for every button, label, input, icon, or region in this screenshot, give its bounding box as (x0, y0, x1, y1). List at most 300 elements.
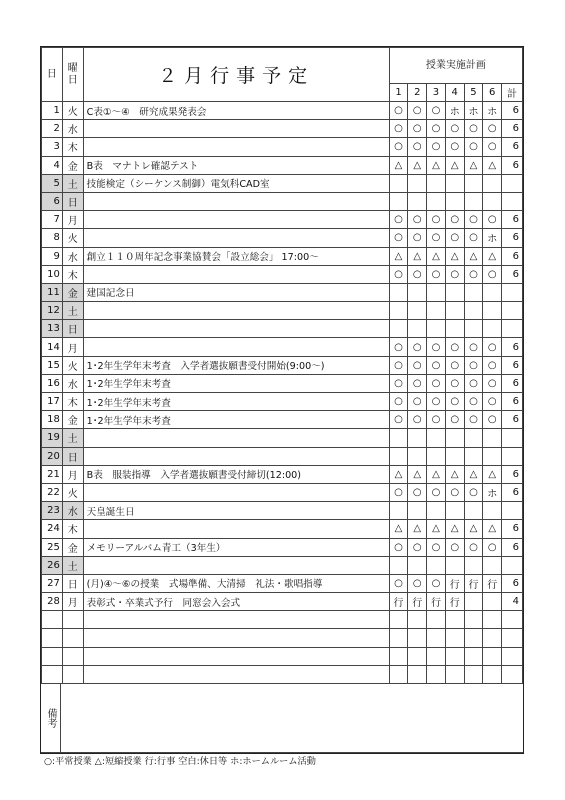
event-text (83, 138, 389, 156)
period-mark: △ (389, 465, 408, 483)
period-mark: ○ (483, 120, 502, 138)
period-mark: ○ (389, 574, 408, 592)
period-mark: △ (427, 465, 446, 483)
period-mark: ○ (408, 374, 427, 392)
period-mark: ○ (427, 120, 446, 138)
schedule-row (42, 520, 523, 538)
period-mark: △ (427, 156, 446, 174)
period-mark (408, 174, 427, 192)
event-text (83, 192, 389, 210)
period-mark (445, 174, 464, 192)
period-mark: ○ (427, 229, 446, 247)
period-mark: △ (483, 520, 502, 538)
weekday: 土 (62, 302, 83, 320)
period-mark: △ (445, 156, 464, 174)
weekday: 日 (62, 574, 83, 592)
period-mark: ○ (389, 411, 408, 429)
period-mark: △ (408, 247, 427, 265)
event-text (83, 265, 389, 283)
schedule-sheet (40, 46, 524, 767)
period-mark (408, 502, 427, 520)
period-mark: ○ (483, 374, 502, 392)
period-total: 6 (502, 120, 523, 138)
schedule-row (42, 411, 523, 429)
period-mark (464, 320, 483, 338)
period-mark (464, 429, 483, 447)
blank-cell (483, 647, 502, 665)
period-mark: ○ (389, 265, 408, 283)
period-mark: ○ (389, 356, 408, 374)
legend: ○:平常授業 △:短縮授業 行:行事 空白:休日等 ホ:ホームルーム活動 (41, 752, 523, 771)
period-mark: △ (408, 156, 427, 174)
schedule-row (42, 192, 523, 210)
event-text (83, 556, 389, 574)
period-total: 6 (502, 338, 523, 356)
period-mark: ○ (427, 574, 446, 592)
period-total: 6 (502, 483, 523, 501)
weekday: 土 (62, 174, 83, 192)
period-mark: 行 (427, 593, 446, 611)
period-mark: ○ (445, 538, 464, 556)
period-total (502, 556, 523, 574)
schedule-row (42, 229, 523, 247)
period-mark (389, 429, 408, 447)
blank-cell (42, 611, 63, 629)
period-total: 6 (502, 138, 523, 156)
blank-cell (502, 647, 523, 665)
period-mark: ○ (427, 356, 446, 374)
period-mark: ○ (408, 265, 427, 283)
weekday: 木 (62, 393, 83, 411)
event-text: (月)④～⑥の授業 式場準備、大清掃 礼法・歌唱指導 (83, 574, 389, 592)
remarks-label: 備考 (41, 684, 61, 752)
weekday: 月 (62, 593, 83, 611)
day-number: 3 (42, 138, 63, 156)
schedule-row (42, 393, 523, 411)
period-mark: 行 (483, 574, 502, 592)
period-total (502, 302, 523, 320)
blank-cell (502, 665, 523, 683)
period-mark (464, 283, 483, 301)
period-mark (483, 320, 502, 338)
period-mark (483, 302, 502, 320)
schedule-row (42, 102, 523, 120)
event-text: 技能検定（シーケンス制御）電気科CAD室 (83, 174, 389, 192)
schedule-row (42, 593, 523, 611)
schedule-row (42, 502, 523, 520)
period-mark: ○ (464, 411, 483, 429)
period-mark: ○ (464, 338, 483, 356)
event-text (83, 120, 389, 138)
event-text (83, 211, 389, 229)
period-mark: ○ (427, 265, 446, 283)
period-mark (408, 320, 427, 338)
blank-cell (83, 665, 389, 683)
period-total: 6 (502, 520, 523, 538)
period-mark (483, 429, 502, 447)
period-mark: ○ (464, 211, 483, 229)
period-mark: ○ (483, 356, 502, 374)
period-mark: ○ (464, 393, 483, 411)
event-text: 1･2年生学年末考査 (83, 411, 389, 429)
period-mark: ○ (483, 211, 502, 229)
blank-cell (42, 665, 63, 683)
period-mark (427, 502, 446, 520)
blank-cell (83, 611, 389, 629)
period-mark (427, 192, 446, 210)
period-total: 6 (502, 102, 523, 120)
period-mark (445, 502, 464, 520)
period-mark (483, 283, 502, 301)
period-mark: 行 (464, 574, 483, 592)
schedule-row (42, 120, 523, 138)
period-mark: ホ (464, 102, 483, 120)
event-text: 表彰式・卒業式予行 同窓会入会式 (83, 593, 389, 611)
day-number: 27 (42, 574, 63, 592)
period-total (502, 192, 523, 210)
period-mark: △ (464, 156, 483, 174)
day-number: 18 (42, 411, 63, 429)
day-number: 16 (42, 374, 63, 392)
blank-cell (62, 665, 83, 683)
blank-cell (408, 647, 427, 665)
period-total: 6 (502, 538, 523, 556)
period-mark: △ (483, 465, 502, 483)
period-mark: ○ (445, 393, 464, 411)
period-mark: △ (427, 247, 446, 265)
period-mark: ○ (483, 338, 502, 356)
blank-cell (62, 611, 83, 629)
event-text (83, 338, 389, 356)
day-number: 17 (42, 393, 63, 411)
schedule-row (42, 320, 523, 338)
period-mark: 行 (445, 574, 464, 592)
period-mark: ○ (408, 393, 427, 411)
weekday: 火 (62, 102, 83, 120)
period-mark (389, 320, 408, 338)
event-text (83, 429, 389, 447)
schedule-row (42, 538, 523, 556)
period-mark: ○ (408, 211, 427, 229)
blank-cell (445, 665, 464, 683)
day-column-header: 日 (42, 48, 63, 102)
weekday-column-header: 曜日 (62, 48, 83, 102)
weekday: 日 (62, 192, 83, 210)
blank-cell (389, 629, 408, 647)
period-mark (389, 447, 408, 465)
event-text: 1･2年生学年末考査 (83, 374, 389, 392)
period-mark: ○ (427, 538, 446, 556)
period-mark: ○ (464, 356, 483, 374)
period-mark: ○ (408, 229, 427, 247)
blank-row (42, 647, 523, 665)
period-mark: ○ (483, 411, 502, 429)
period-mark (427, 283, 446, 301)
period-mark (483, 174, 502, 192)
period-mark: ○ (408, 483, 427, 501)
period-mark: △ (464, 465, 483, 483)
weekday: 水 (62, 120, 83, 138)
schedule-row (42, 574, 523, 592)
period-mark (483, 556, 502, 574)
period-mark (464, 447, 483, 465)
blank-cell (445, 611, 464, 629)
period-mark (445, 192, 464, 210)
period-mark (464, 593, 483, 611)
event-text: 創立１１０周年記念事業協賛会「設立総会」 17:00～ (83, 247, 389, 265)
weekday: 木 (62, 520, 83, 538)
period-mark: ○ (464, 483, 483, 501)
period-mark: ○ (445, 374, 464, 392)
period-mark (427, 320, 446, 338)
period-mark (445, 447, 464, 465)
period-mark: △ (464, 247, 483, 265)
blank-cell (408, 629, 427, 647)
period-mark (483, 192, 502, 210)
blank-row (42, 629, 523, 647)
period-mark (427, 302, 446, 320)
period-mark: △ (483, 247, 502, 265)
blank-row (42, 665, 523, 683)
schedule-row (42, 265, 523, 283)
period-mark: ○ (389, 374, 408, 392)
blank-cell (464, 629, 483, 647)
blank-cell (483, 665, 502, 683)
period-total (502, 174, 523, 192)
period-mark (408, 429, 427, 447)
period-total: 6 (502, 356, 523, 374)
period-mark: ○ (389, 120, 408, 138)
period-total: 6 (502, 411, 523, 429)
blank-cell (42, 629, 63, 647)
event-text: B表 マナトレ確認テスト (83, 156, 389, 174)
period-mark (427, 174, 446, 192)
weekday: 火 (62, 356, 83, 374)
period-mark: ○ (427, 338, 446, 356)
day-number: 23 (42, 502, 63, 520)
period-mark: ○ (445, 120, 464, 138)
period-mark (464, 302, 483, 320)
event-text (83, 302, 389, 320)
period-header: 4 (445, 84, 464, 102)
weekday: 火 (62, 229, 83, 247)
period-mark: ホ (483, 102, 502, 120)
weekday: 水 (62, 502, 83, 520)
schedule-row (42, 356, 523, 374)
period-mark: △ (408, 520, 427, 538)
schedule-table (41, 47, 523, 684)
period-header: 5 (464, 84, 483, 102)
period-mark: 行 (389, 593, 408, 611)
blank-cell (427, 629, 446, 647)
day-number: 9 (42, 247, 63, 265)
period-mark: ○ (427, 374, 446, 392)
period-header: 6 (483, 84, 502, 102)
period-mark: ○ (445, 211, 464, 229)
period-mark: ○ (445, 356, 464, 374)
period-mark: ホ (483, 229, 502, 247)
period-mark (408, 447, 427, 465)
period-mark: ○ (427, 211, 446, 229)
period-mark (427, 447, 446, 465)
period-mark: ○ (464, 120, 483, 138)
lesson-plan-header: 授業実施計画 (389, 48, 522, 84)
period-mark (408, 283, 427, 301)
blank-cell (464, 647, 483, 665)
period-total (502, 447, 523, 465)
period-total: 6 (502, 229, 523, 247)
period-mark: ○ (464, 138, 483, 156)
period-mark: ○ (427, 411, 446, 429)
period-mark: ○ (464, 374, 483, 392)
blank-cell (408, 665, 427, 683)
period-mark: ○ (483, 265, 502, 283)
period-mark (445, 320, 464, 338)
period-mark: ○ (389, 393, 408, 411)
blank-cell (408, 611, 427, 629)
period-mark: ○ (408, 356, 427, 374)
blank-cell (389, 665, 408, 683)
period-mark (408, 302, 427, 320)
period-mark (408, 192, 427, 210)
period-mark: ○ (427, 102, 446, 120)
weekday: 火 (62, 483, 83, 501)
period-mark: △ (389, 520, 408, 538)
day-number: 6 (42, 192, 63, 210)
period-mark (389, 174, 408, 192)
day-number: 11 (42, 283, 63, 301)
blank-cell (62, 647, 83, 665)
day-number: 24 (42, 520, 63, 538)
page-title: ２月行事予定 (83, 48, 389, 102)
period-mark: 行 (445, 593, 464, 611)
period-header: 2 (408, 84, 427, 102)
schedule-row (42, 483, 523, 501)
schedule-row (42, 338, 523, 356)
period-mark: ○ (408, 574, 427, 592)
period-mark (427, 556, 446, 574)
period-mark: ○ (445, 229, 464, 247)
period-mark (445, 283, 464, 301)
period-mark (389, 192, 408, 210)
period-mark (483, 447, 502, 465)
event-text: B表 服装指導 入学者選抜願書受付締切(12:00) (83, 465, 389, 483)
period-mark: △ (389, 156, 408, 174)
period-total (502, 283, 523, 301)
event-text: 1･2年生学年末考査 入学者選抜願書受付開始(9:00～) (83, 356, 389, 374)
weekday: 月 (62, 465, 83, 483)
period-mark: △ (445, 465, 464, 483)
period-total (502, 502, 523, 520)
weekday: 木 (62, 138, 83, 156)
blank-cell (483, 629, 502, 647)
event-text: C表①～④ 研究成果発表会 (83, 102, 389, 120)
day-number: 1 (42, 102, 63, 120)
day-number: 12 (42, 302, 63, 320)
period-mark: ○ (389, 211, 408, 229)
event-text (83, 483, 389, 501)
period-mark (389, 502, 408, 520)
blank-cell (83, 629, 389, 647)
blank-cell (483, 611, 502, 629)
day-number: 10 (42, 265, 63, 283)
weekday: 土 (62, 429, 83, 447)
period-total: 4 (502, 593, 523, 611)
schedule-row (42, 374, 523, 392)
day-number: 22 (42, 483, 63, 501)
period-mark (427, 429, 446, 447)
period-total: 6 (502, 211, 523, 229)
day-number: 14 (42, 338, 63, 356)
blank-cell (464, 611, 483, 629)
period-mark: ○ (408, 138, 427, 156)
event-text: 建国記念日 (83, 283, 389, 301)
blank-cell (427, 665, 446, 683)
schedule-row (42, 247, 523, 265)
period-mark: △ (427, 520, 446, 538)
day-number: 20 (42, 447, 63, 465)
period-mark: 行 (408, 593, 427, 611)
schedule-row (42, 447, 523, 465)
day-number: 2 (42, 120, 63, 138)
day-number: 21 (42, 465, 63, 483)
schedule-row (42, 211, 523, 229)
schedule-row (42, 556, 523, 574)
period-mark: ○ (389, 538, 408, 556)
blank-cell (42, 647, 63, 665)
blank-cell (502, 629, 523, 647)
weekday: 水 (62, 247, 83, 265)
period-total (502, 429, 523, 447)
period-header: 3 (427, 84, 446, 102)
day-number: 7 (42, 211, 63, 229)
period-mark: ○ (483, 138, 502, 156)
weekday: 日 (62, 320, 83, 338)
period-mark: △ (483, 156, 502, 174)
period-mark: ○ (389, 229, 408, 247)
period-mark (389, 302, 408, 320)
period-mark: ○ (427, 393, 446, 411)
event-text (83, 320, 389, 338)
period-mark: ○ (483, 393, 502, 411)
period-mark (408, 556, 427, 574)
period-total: 6 (502, 265, 523, 283)
day-number: 19 (42, 429, 63, 447)
schedule-row (42, 283, 523, 301)
period-mark: △ (445, 247, 464, 265)
period-mark: ○ (389, 338, 408, 356)
period-mark: ○ (464, 538, 483, 556)
blank-cell (445, 629, 464, 647)
period-mark (464, 556, 483, 574)
period-mark (389, 283, 408, 301)
event-text: 天皇誕生日 (83, 502, 389, 520)
period-mark: ○ (445, 338, 464, 356)
day-number: 26 (42, 556, 63, 574)
blank-cell (389, 647, 408, 665)
period-mark (445, 556, 464, 574)
event-text (83, 229, 389, 247)
weekday: 日 (62, 447, 83, 465)
blank-cell (427, 611, 446, 629)
period-mark: ○ (408, 411, 427, 429)
period-mark: △ (408, 465, 427, 483)
day-number: 8 (42, 229, 63, 247)
blank-cell (389, 611, 408, 629)
period-mark (445, 429, 464, 447)
weekday: 金 (62, 156, 83, 174)
period-mark: ○ (389, 138, 408, 156)
